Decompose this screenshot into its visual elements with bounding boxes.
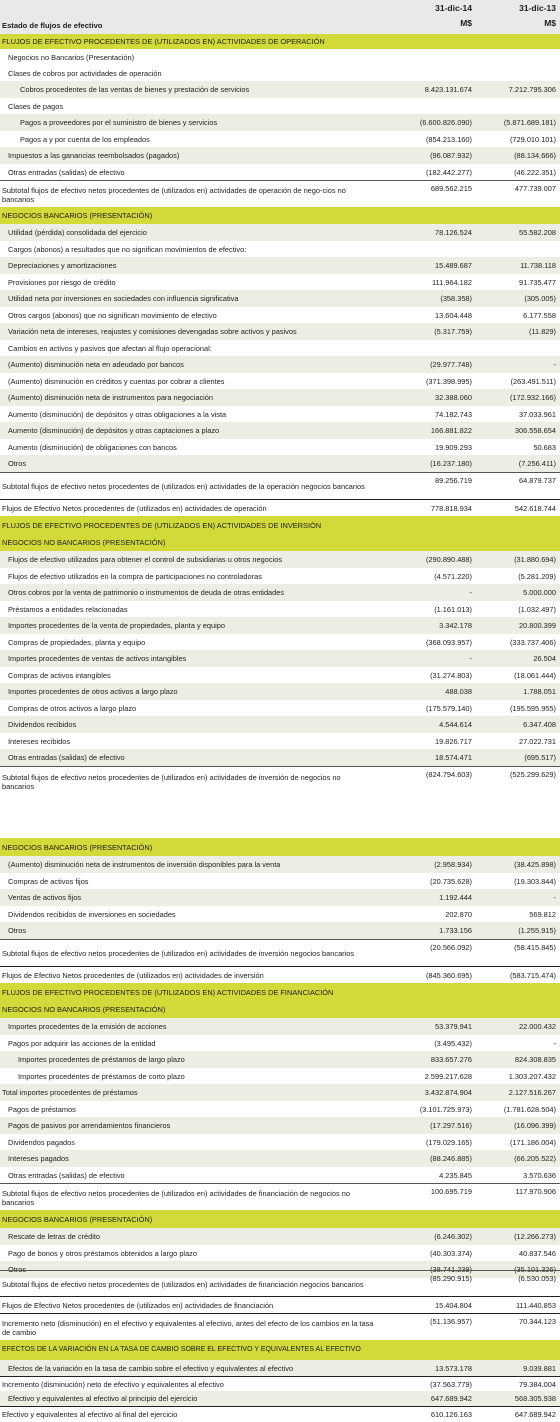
row-label: NEGOCIOS NO BANCARIOS (PRESENTACIÓN) — [2, 538, 166, 547]
row-label: Flujos de efectivo utilizados en la compra de participaciones no controladoras — [8, 571, 262, 581]
row-label: Subtotal flujos de efectivo netos procedentes de (utilizados en) actividades de operación de nego-cios no bancarios — [2, 185, 346, 204]
row-label: Rescate de letras de crédito — [8, 1232, 101, 1241]
value-2013: (6.530.053) — [518, 1274, 556, 1283]
value-2014: (824.794.603) — [425, 770, 472, 779]
value-2014: 100.695.719 — [430, 1187, 472, 1196]
value-2013: (5.281.209) — [518, 571, 556, 581]
value-2013: 5.000.000 — [523, 588, 556, 597]
value-2013: (18.061.444) — [514, 670, 556, 680]
value-2013: (31.880.694) — [514, 555, 556, 564]
table-row — [0, 180, 560, 208]
row-label: Efectivo y equivalentes al efectivo al final del ejercicio — [2, 1410, 178, 1419]
value-2013: 6.177.558 — [523, 310, 556, 320]
table-row — [0, 733, 560, 749]
spacer — [0, 796, 560, 838]
value-2013: (525.299.629) — [509, 770, 556, 779]
value-2013: 7.212.795.306 — [508, 85, 556, 94]
row-label: (Aumento) disminución neta de instrumentos para negociación — [8, 393, 213, 402]
table-row — [0, 307, 560, 323]
row-label: NEGOCIOS NO BANCARIOS (PRESENTACIÓN) — [2, 1005, 166, 1014]
row-label: Utilidad (pérdida) consolidada del ejercicio — [8, 228, 147, 237]
value-2014: (175.579.140) — [425, 703, 472, 713]
value-2013: 50.683 — [533, 442, 556, 452]
value-2013: (66.205.522) — [514, 1154, 556, 1163]
value-2014: 647.689.942 — [430, 1394, 472, 1403]
value-2013: (263.491.511) — [510, 376, 556, 386]
value-2014: (96.087.932) — [430, 151, 472, 160]
row-label: Otras entradas (salidas) de efectivo — [8, 753, 125, 762]
value-2014: (3.495.432) — [434, 1038, 472, 1048]
row-label: Flujos de Efectivo Netos procedentes de (utilizados en) actividades de operación — [2, 504, 267, 513]
value-2014: 13.604.448 — [435, 310, 472, 320]
value-2013: 306.558.654 — [514, 426, 556, 435]
row-label: Incremento neto (disminución) en el efectivo y equivalentes al efectivo, antes del efecto de los cambios en la tasa de cambio — [2, 1318, 374, 1337]
value-2013: (305.005) — [524, 294, 556, 303]
value-2014: 15.489.687 — [435, 261, 472, 270]
table-row — [0, 617, 560, 634]
table-row — [0, 257, 560, 274]
row-label: Pagos por adquirir las acciones de la entidad — [8, 1038, 156, 1048]
table-row — [0, 274, 560, 290]
value-2014: (1.161.013) — [434, 604, 472, 614]
value-2013: 22.000.432 — [519, 1022, 556, 1031]
value-2013: 9.039.881 — [523, 1363, 556, 1373]
value-2014: (51.136.957) — [430, 1317, 472, 1326]
value-2014: 53.379.941 — [435, 1022, 472, 1031]
table-row — [0, 939, 560, 967]
row-label: Efectos de la variación en la tasa de cambio sobre el efectivo y equivalentes al efectivo — [8, 1363, 294, 1373]
row-label: Negocios no Bancarios (Presentación) — [8, 52, 135, 62]
table-row — [0, 439, 560, 455]
row-label: Dividendos pagados — [8, 1137, 75, 1147]
value-2013: (1.255.915) — [518, 926, 556, 935]
column-unit-2013: M$ — [544, 18, 556, 28]
row-label: Intereses pagados — [8, 1154, 69, 1163]
value-2014: 89.256.719 — [435, 476, 472, 485]
value-2013: 1.303.207.432 — [508, 1071, 556, 1081]
table-row — [0, 356, 560, 373]
value-2013: 6.347.408 — [523, 720, 556, 729]
row-label: Subtotal flujos de efectivo netos procedentes de (utilizados en) actividades de inversión negocios bancarios — [2, 949, 355, 958]
value-2014: (854.213.160) — [425, 134, 472, 144]
value-2013: (195.595.955) — [509, 703, 556, 713]
row-label: Cambios en activos y pasivos que afectan al flujo operacional: — [8, 343, 212, 353]
value-2013: 542.618.744 — [514, 504, 556, 513]
row-label: Pagos a y por cuenta de los empleados — [20, 134, 150, 144]
value-2013: 40.837.546 — [519, 1248, 556, 1258]
value-2014: - — [469, 588, 472, 597]
row-label: Compras de activos fijos — [8, 876, 89, 886]
value-2014: 778.818.934 — [430, 504, 472, 513]
row-label: Clases de cobros por actividades de operación — [8, 68, 162, 78]
value-2014: (4.571.220) — [434, 571, 472, 581]
value-2013: (88.134.666) — [514, 151, 556, 160]
table-row — [0, 81, 560, 98]
table-row — [0, 749, 560, 766]
row-label: Importes procedentes de préstamos de largo plazo — [18, 1055, 185, 1064]
value-2013: 79.384.004 — [519, 1380, 556, 1389]
table-row — [0, 455, 560, 472]
table-row — [0, 1167, 560, 1183]
value-2014: (358.358) — [440, 294, 472, 303]
table-row — [0, 1068, 560, 1084]
value-2013: 20.800.399 — [519, 621, 556, 630]
table-header — [0, 0, 560, 34]
table-row — [0, 1150, 560, 1167]
section-header — [0, 983, 560, 1001]
column-date-2013: 31-dic-13 — [519, 3, 556, 13]
value-2014: 1.733.156 — [439, 926, 472, 935]
table-row — [0, 1051, 560, 1068]
section-header — [0, 1340, 560, 1360]
table-row — [0, 241, 560, 257]
row-label: (Aumento) disminución neta en adeudado por bancos — [8, 360, 184, 369]
value-2014: (371.398.995) — [425, 376, 472, 386]
value-2014: 833.657.276 — [430, 1055, 472, 1064]
value-2013: 3.570.636 — [523, 1170, 556, 1180]
value-2014: 166.881.822 — [430, 426, 472, 435]
value-2014: (20.735.628) — [430, 876, 472, 886]
value-2014: (6.600.826.090) — [419, 118, 472, 127]
row-label: EFECTOS DE LA VARIACIÓN EN LA TASA DE CAMBIO SOBRE EL EFECTIVO Y EQUIVALENTES AL EFECTIVO — [2, 1346, 361, 1353]
table-row — [0, 65, 560, 81]
table-row — [0, 568, 560, 584]
table-row — [0, 966, 560, 984]
row-label: Cobros procedentes de las ventas de bienes y prestación de servicios — [20, 85, 250, 94]
value-2014: 78.126.524 — [435, 228, 472, 237]
value-2014: 202.870 — [445, 909, 472, 919]
row-label: Importes procedentes de ventas de activos intangibles — [8, 654, 187, 663]
row-label: Dividendos recibidos de inversiones en sociedades — [8, 909, 176, 919]
row-label: Aumento (disminución) de depósitos y otras obligaciones a la vista — [8, 409, 227, 419]
table-row — [0, 98, 560, 114]
value-2014: (182.442.277) — [425, 167, 472, 177]
row-label: Subtotal flujos de efectivo netos procedentes de (utilizados en) actividades de la operación negocios bancarios — [2, 482, 365, 491]
value-2013: - — [553, 1038, 556, 1048]
table-row — [0, 389, 560, 406]
value-2014: 15.404.804 — [435, 1301, 472, 1310]
row-label: Pagos de préstamos — [8, 1104, 76, 1114]
value-2013: (695.517) — [524, 753, 556, 762]
value-2013: (19.303.844) — [514, 876, 556, 886]
value-2013: (333.737.406) — [509, 637, 556, 647]
table-row — [0, 1228, 560, 1245]
value-2014: (6.246.302) — [434, 1232, 472, 1241]
table-row — [0, 856, 560, 873]
row-label: Otros cargos (abonos) que no significan movimiento de efectivo — [8, 310, 217, 320]
value-2013: 27.022.731 — [519, 736, 556, 746]
column-date-2014: 31-dic-14 — [435, 3, 472, 13]
row-label: Pagos de pasivos por arrendamientos financieros — [8, 1121, 171, 1130]
value-2014: (37.563.779) — [430, 1380, 472, 1389]
table-row — [0, 601, 560, 617]
value-2014: 3.342.178 — [439, 621, 472, 630]
value-2013: (7.256.411) — [518, 459, 556, 468]
value-2014: (179.029.165) — [425, 1137, 472, 1147]
table-row — [0, 340, 560, 356]
value-2013: 824.308.835 — [514, 1055, 556, 1064]
row-label: Variación neta de intereses, reajustes y comisiones devengadas sobre activos y pasivos — [8, 327, 297, 336]
table-row-final — [0, 1406, 560, 1422]
row-label: Pagos a proveedores por el suministro de bienes y servicios — [20, 118, 218, 127]
value-2014: 4.235.845 — [439, 1170, 472, 1180]
value-2014: 1.192.444 — [439, 893, 472, 902]
value-2014: 32.388.060 — [435, 393, 472, 402]
table-row — [0, 1035, 560, 1051]
row-label: Provisiones por riesgo de crédito — [8, 277, 116, 287]
table-row — [0, 1101, 560, 1117]
row-label: Aumento (disminución) de depósitos y otras captaciones a plazo — [8, 426, 220, 435]
table-row — [0, 584, 560, 601]
table-row — [0, 1376, 560, 1392]
value-2014: 13.573.178 — [435, 1363, 472, 1373]
row-label: Ventas de activos fijos — [8, 893, 82, 902]
table-row — [0, 1183, 560, 1211]
section-header — [0, 1210, 560, 1228]
table-row — [0, 1245, 560, 1261]
value-2013: 111.440.853 — [515, 1301, 556, 1310]
table-row — [0, 1134, 560, 1150]
row-label: Aumento (disminución) de obligaciones con bancos — [8, 442, 177, 452]
row-label: Otros cobros por la venta de patrimonio o instrumentos de deuda de otras entidades — [8, 588, 285, 597]
value-2013: 568.305.938 — [514, 1394, 556, 1403]
value-2013: (12.266.273) — [514, 1232, 556, 1241]
table-row — [0, 499, 560, 517]
value-2013: 91.735.477 — [519, 277, 556, 287]
table-row — [0, 700, 560, 716]
row-label: Clases de pagos — [8, 101, 64, 111]
column-unit-2014: M$ — [460, 18, 472, 28]
row-label: Compras de activos intangibles — [8, 670, 111, 680]
table-row — [0, 224, 560, 241]
value-2014: 689.562.215 — [430, 184, 472, 193]
value-2014: 8.423.131.674 — [424, 85, 472, 94]
table-row — [0, 472, 560, 500]
table-row — [0, 906, 560, 922]
table-row — [0, 1018, 560, 1035]
value-2013: (583.715.474) — [509, 971, 556, 980]
row-label: Importes procedentes de la emisión de acciones — [8, 1022, 167, 1031]
value-2013: (171.186.004) — [509, 1137, 556, 1147]
row-label: FLUJOS DE EFECTIVO PROCEDENTES DE (UTILIZADOS EN) ACTIVIDADES DE INVERSIÓN — [2, 520, 322, 530]
table-row — [0, 422, 560, 439]
row-label: Flujos de Efectivo Netos procedentes de (utilizados en) actividades de financiación — [2, 1301, 274, 1310]
table-row — [0, 1313, 560, 1341]
row-label: Total importes procedentes de préstamos — [2, 1088, 138, 1097]
row-label: Otros — [8, 1265, 27, 1274]
table-row — [0, 1360, 560, 1376]
row-label: Depreciaciones y amortizaciones — [8, 261, 117, 270]
value-2014: (31.274.803) — [430, 670, 472, 680]
value-2014: (16.237.180) — [430, 459, 472, 468]
value-2013: 70.344.123 — [519, 1317, 556, 1326]
section-header — [0, 207, 560, 224]
row-label: Cargos (abonos) a resultados que no significan movimientos de efectivo: — [8, 244, 247, 254]
value-2014: 19.826.717 — [435, 736, 472, 746]
table-row — [0, 922, 560, 939]
value-2013: (729.010.101) — [509, 134, 556, 144]
value-2013: (1.032.497) — [518, 604, 556, 614]
table-row — [0, 551, 560, 568]
value-2014: (38.741.239) — [430, 1265, 472, 1274]
value-2013: (5.871.689.181) — [503, 118, 556, 127]
row-label: NEGOCIOS BANCARIOS (PRESENTACIÓN) — [2, 1214, 153, 1224]
value-2013: 26.504 — [533, 654, 556, 663]
row-label: Importes procedentes de la venta de propiedades, planta y equipo — [8, 621, 225, 630]
table-row — [0, 49, 560, 65]
value-2014: (368.093.957) — [425, 637, 472, 647]
value-2013: 1.788.051 — [523, 687, 556, 696]
section-header — [0, 534, 560, 551]
value-2014: 610.126.163 — [430, 1410, 472, 1419]
table-row — [0, 147, 560, 164]
row-label: NEGOCIOS BANCARIOS (PRESENTACIÓN) — [2, 211, 153, 220]
row-label: (Aumento) disminución en créditos y cuentas por cobrar a clientes — [8, 376, 225, 386]
row-label: Otras entradas (salidas) de efectivo — [8, 167, 125, 177]
value-2014: (40.303.374) — [430, 1248, 472, 1258]
row-label: (Aumento) disminución neta de instrumentos de inversión disponibles para la venta — [8, 860, 281, 869]
table-row — [0, 1117, 560, 1134]
row-label: Otros — [8, 459, 27, 468]
row-label: Subtotal flujos de efectivo netos procedentes de (utilizados en) actividades de inversión de negocios no bancarios — [2, 773, 341, 791]
row-label: Incremento (disminución) neto de efectivo y equivalentes al efectivo — [2, 1380, 224, 1389]
row-label: Compras de propiedades, planta y equipo — [8, 637, 146, 647]
table-row — [0, 1270, 560, 1298]
value-2013: (58.415.845) — [514, 943, 556, 952]
row-label: Intereses recibidos — [8, 736, 71, 746]
row-label: Importes procedentes de préstamos de corto plazo — [18, 1071, 185, 1081]
value-2013: - — [553, 360, 556, 369]
value-2013: 55.582.208 — [519, 228, 556, 237]
table-row — [0, 164, 560, 180]
table-row — [0, 667, 560, 683]
value-2014: 111.964.182 — [431, 277, 472, 287]
section-header — [0, 1001, 560, 1018]
table-row — [0, 1296, 560, 1314]
table-row — [0, 650, 560, 667]
row-label: FLUJOS DE EFECTIVO PROCEDENTES DE (UTILIZADOS EN) ACTIVIDADES DE OPERACIÓN — [2, 37, 325, 46]
row-label: Préstamos a entidades relacionadas — [8, 604, 128, 614]
value-2013: (172.932.166) — [509, 393, 556, 402]
value-2013: 477.739.007 — [514, 184, 556, 193]
row-label: NEGOCIOS BANCARIOS (PRESENTACIÓN) — [2, 842, 153, 852]
table-row — [0, 889, 560, 906]
section-header — [0, 516, 560, 534]
table-row — [0, 716, 560, 733]
value-2014: (20.566.092) — [430, 943, 472, 952]
row-label: Dividendos recibidos — [8, 720, 77, 729]
value-2013: (16.096.399) — [514, 1121, 556, 1130]
row-label: Subtotal flujos de efectivo netos procedentes de (utilizados en) actividades de financiación negocios bancarios — [2, 1280, 364, 1289]
row-label: Otras entradas (salidas) de efectivo — [8, 1170, 125, 1180]
value-2014: 4.544.614 — [439, 720, 472, 729]
value-2013: 569.812 — [529, 909, 556, 919]
row-label: Impuestos a las ganancias reembolsados (pagados) — [8, 151, 180, 160]
value-2014: (29.977.748) — [430, 360, 472, 369]
value-2013: 117.970.906 — [515, 1187, 556, 1196]
value-2014: 2.599.217.628 — [424, 1071, 472, 1081]
value-2014: (5.317.759) — [434, 327, 472, 336]
row-label: Flujos de efectivo utilizados para obtener el control de subsidiarias u otros negocios — [8, 555, 283, 564]
table-row — [0, 114, 560, 131]
value-2014: 3.432.874.904 — [424, 1088, 472, 1097]
row-label: FLUJOS DE EFECTIVO PROCEDENTES DE (UTILIZADOS EN) ACTIVIDADES DE FINANCIACIÓN — [2, 987, 334, 997]
table-row — [0, 323, 560, 340]
table-row — [0, 683, 560, 700]
value-2013: (1.781.628.504) — [503, 1104, 556, 1114]
section-header — [0, 838, 560, 856]
value-2013: (35.101.326) — [514, 1265, 556, 1274]
value-2014: 74.182.743 — [435, 409, 472, 419]
table-row — [0, 406, 560, 422]
table-row — [0, 373, 560, 389]
row-label: Pago de bonos y otros préstamos obtenidos a largo plazo — [8, 1248, 197, 1258]
value-2013: 647.689.942 — [514, 1410, 556, 1419]
row-label: Subtotal flujos de efectivo netos procedentes de (utilizados en) actividades de financiación de negocios no bancarios — [2, 1188, 350, 1207]
row-label: Importes procedentes de otros activos a largo plazo — [8, 687, 178, 696]
value-2014: (3.101.725.973) — [419, 1104, 472, 1114]
table-row — [0, 873, 560, 889]
value-2013: 64.879.737 — [519, 476, 556, 485]
value-2014: (88.246.885) — [430, 1154, 472, 1163]
value-2014: 19.909.293 — [435, 442, 472, 452]
value-2013: 2.127.516.267 — [508, 1088, 556, 1097]
table-row — [0, 634, 560, 650]
table-row — [0, 131, 560, 147]
value-2014: (17.297.516) — [430, 1121, 472, 1130]
table-row — [0, 1084, 560, 1101]
table-row — [0, 766, 560, 798]
row-label: Compras de otros activos a largo plazo — [8, 703, 137, 713]
statement-title: Estado de flujos de efectivo — [2, 21, 103, 30]
section-header — [0, 34, 560, 49]
table-row — [0, 1391, 560, 1406]
value-2014: (2.958.934) — [434, 860, 472, 869]
value-2013: 37.033.961 — [519, 409, 556, 419]
row-label: Otros — [8, 926, 27, 935]
row-label: Flujos de Efectivo Netos procedentes de (utilizados en) actividades de inversión — [2, 971, 264, 980]
value-2013: 11.738.118 — [520, 261, 556, 270]
value-2014: 18.574.471 — [435, 753, 472, 762]
value-2014: (290.890.488) — [425, 555, 472, 564]
value-2014: (85.290.915) — [430, 1274, 472, 1283]
value-2013: - — [553, 893, 556, 902]
value-2013: (11.829) — [529, 327, 556, 336]
row-label: Utilidad neta por inversiones en sociedades con influencia significativa — [8, 294, 239, 303]
row-label: Efectivo y equivalentes al efectivo al principio del ejercicio — [8, 1394, 198, 1403]
table-row — [0, 290, 560, 307]
value-2014: - — [469, 654, 472, 663]
value-2013: (38.425.898) — [514, 860, 556, 869]
value-2014: 488.038 — [445, 687, 472, 696]
value-2014: (845.360.695) — [425, 971, 472, 980]
value-2013: (46.222.351) — [514, 167, 556, 177]
